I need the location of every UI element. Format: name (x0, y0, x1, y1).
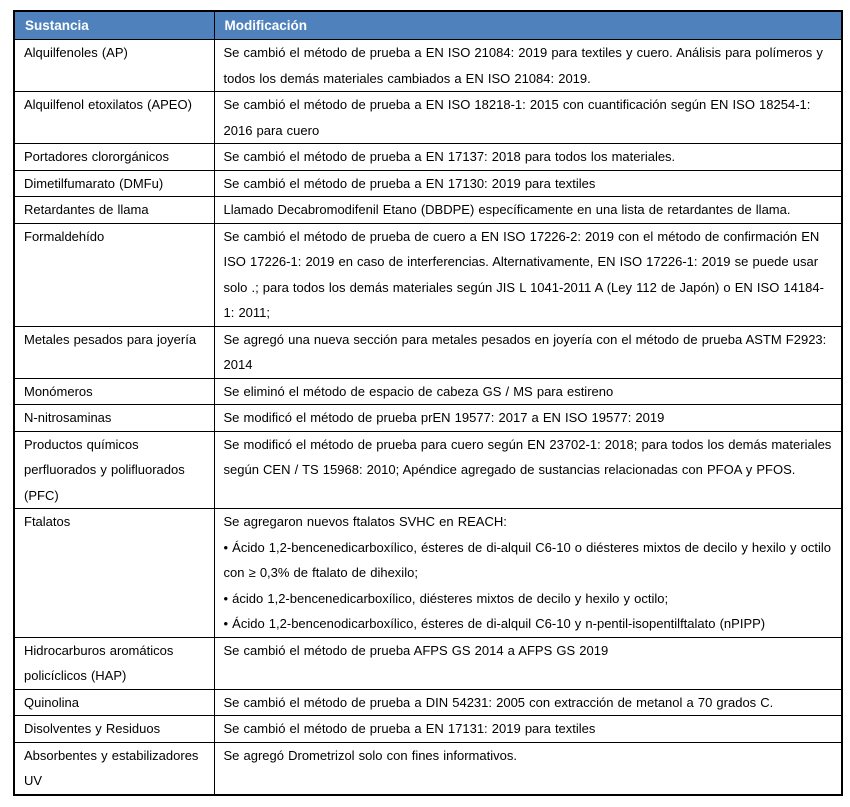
table-row (14, 689, 842, 716)
substance-cell: Alquilfenol etoxilatos (APEO) (14, 92, 214, 144)
column-header-modificacion: Modificación (214, 11, 842, 40)
modification-cell (214, 197, 842, 224)
substance-cell: Formaldehído (14, 223, 214, 326)
modification-cell (214, 92, 842, 144)
modification-paragraph: • Ácido 1,2-bencenodicarboxílico, ésteres de di-alquil C6-10 y n-pentil-isopentilftalato (nPIPP) (223, 616, 766, 631)
modification-paragraph: Se agregaron nuevos ftalatos SVHC en REACH: (223, 514, 507, 529)
modification-cell (214, 431, 842, 509)
table-row (14, 637, 842, 689)
modification-paragraph: Se agregó Drometrizol solo con fines informativos. (223, 747, 517, 763)
table-body (14, 40, 842, 795)
modification-paragraph: • ácido 1,2-bencenedicarboxílico, diésteres mixtos de decilo y hexilo y octilo; (223, 590, 669, 606)
modification-paragraph: Se cambió el método de prueba a EN 17131: 2019 para textiles (223, 721, 596, 736)
modification-paragraph: Se cambió el método de prueba AFPS GS 2014 a AFPS GS 2019 (223, 642, 609, 658)
modification-paragraph: • Ácido 1,2-bencenedicarboxílico, ésteres de di-alquil C6-10 o diésteres mixtos de decilo y hexilo y octilo con ≥ 0,3% de ftalato de dihexilo; (223, 539, 831, 580)
modification-cell (214, 223, 842, 326)
table-row (14, 197, 842, 224)
substance-cell: Retardantes de llama (14, 197, 214, 224)
modification-paragraph: Se cambió el método de prueba a EN 17130: 2019 para textiles (223, 175, 596, 191)
table-row (14, 40, 842, 92)
substance-cell: Disolventes y Residuos (14, 716, 214, 743)
modification-paragraph: Se cambió el método de prueba de cuero a EN ISO 17226-2: 2019 con el método de confirmación EN ISO 17226-1: 2019 en caso de interferencias. Alternativamente, EN ISO 17226-1: 2019 se puede usar solo .; para todos los demás materiales según JIS L 1041-2011 A (Ley 112 de Japón) o EN ISO 14184-1: 2011; (223, 228, 824, 320)
substance-cell: Portadores clororgánicos (14, 144, 214, 171)
table-row (14, 326, 842, 378)
modification-cell (214, 689, 842, 716)
modification-cell (214, 40, 842, 92)
modification-cell (214, 170, 842, 197)
table-row (14, 144, 842, 171)
table-row (14, 170, 842, 197)
modification-cell (214, 144, 842, 171)
substance-cell: Monómeros (14, 378, 214, 405)
substance-cell: Absorbentes y estabilizadores UV (14, 742, 214, 795)
modification-paragraph: Se agregó una nueva sección para metales pesados en joyería con el método de prueba ASTM F2923: 2014 (223, 331, 827, 372)
modification-cell (214, 742, 842, 795)
table-row (14, 405, 842, 432)
header-row (14, 11, 842, 40)
substance-modification-table (13, 10, 843, 796)
substance-cell: Hidrocarburos aromáticos policíclicos (HAP) (14, 637, 214, 689)
substance-cell: Quinolina (14, 689, 214, 716)
modification-paragraph: Se cambió el método de prueba a DIN 54231: 2005 con extracción de metanol a 70 grados C. (223, 694, 774, 710)
modification-paragraph: Se cambió el método de prueba a EN 17137: 2018 para todos los materiales. (223, 149, 676, 164)
table-row (14, 431, 842, 509)
column-header-sustancia: Sustancia (14, 11, 214, 40)
table-row (14, 92, 842, 144)
modification-paragraph: Se modificó el método de prueba para cuero según EN 23702-1: 2018; para todos los demás materiales según CEN / TS 15968: 2010; Apéndice agregado de sustancias relacionadas con PFOA y PFOS. (223, 436, 832, 477)
modification-cell (214, 405, 842, 432)
modification-paragraph: Llamado Decabromodifenil Etano (DBDPE) específicamente en una lista de retardantes de llama. (223, 202, 791, 217)
table-row (14, 716, 842, 743)
modification-paragraph: Se modificó el método de prueba prEN 19577: 2017 a EN ISO 19577: 2019 (223, 410, 665, 425)
substance-cell: Ftalatos (14, 509, 214, 638)
substance-cell: Productos químicos perfluorados y polifluorados (PFC) (14, 431, 214, 509)
modification-cell (214, 378, 842, 405)
modification-cell (214, 509, 842, 638)
table-row (14, 742, 842, 795)
modification-cell (214, 716, 842, 743)
modification-paragraph: Se cambió el método de prueba a EN ISO 21084: 2019 para textiles y cuero. Análisis para polímeros y todos los demás materiales cambiados a EN ISO 21084: 2019. (223, 45, 823, 86)
table-row (14, 509, 842, 638)
substance-cell: Metales pesados para joyería (14, 326, 214, 378)
modification-cell (214, 637, 842, 689)
modification-paragraph: Se eliminó el método de espacio de cabeza GS / MS para estireno (223, 383, 614, 399)
table-row (14, 223, 842, 326)
modification-paragraph: Se cambió el método de prueba a EN ISO 18218-1: 2015 con cuantificación según EN ISO 18254-1: 2016 para cuero (223, 97, 811, 138)
substance-cell: N-nitrosaminas (14, 405, 214, 432)
substance-cell: Alquilfenoles (AP) (14, 40, 214, 92)
modification-cell (214, 326, 842, 378)
table-row (14, 378, 842, 405)
substance-cell: Dimetilfumarato (DMFu) (14, 170, 214, 197)
